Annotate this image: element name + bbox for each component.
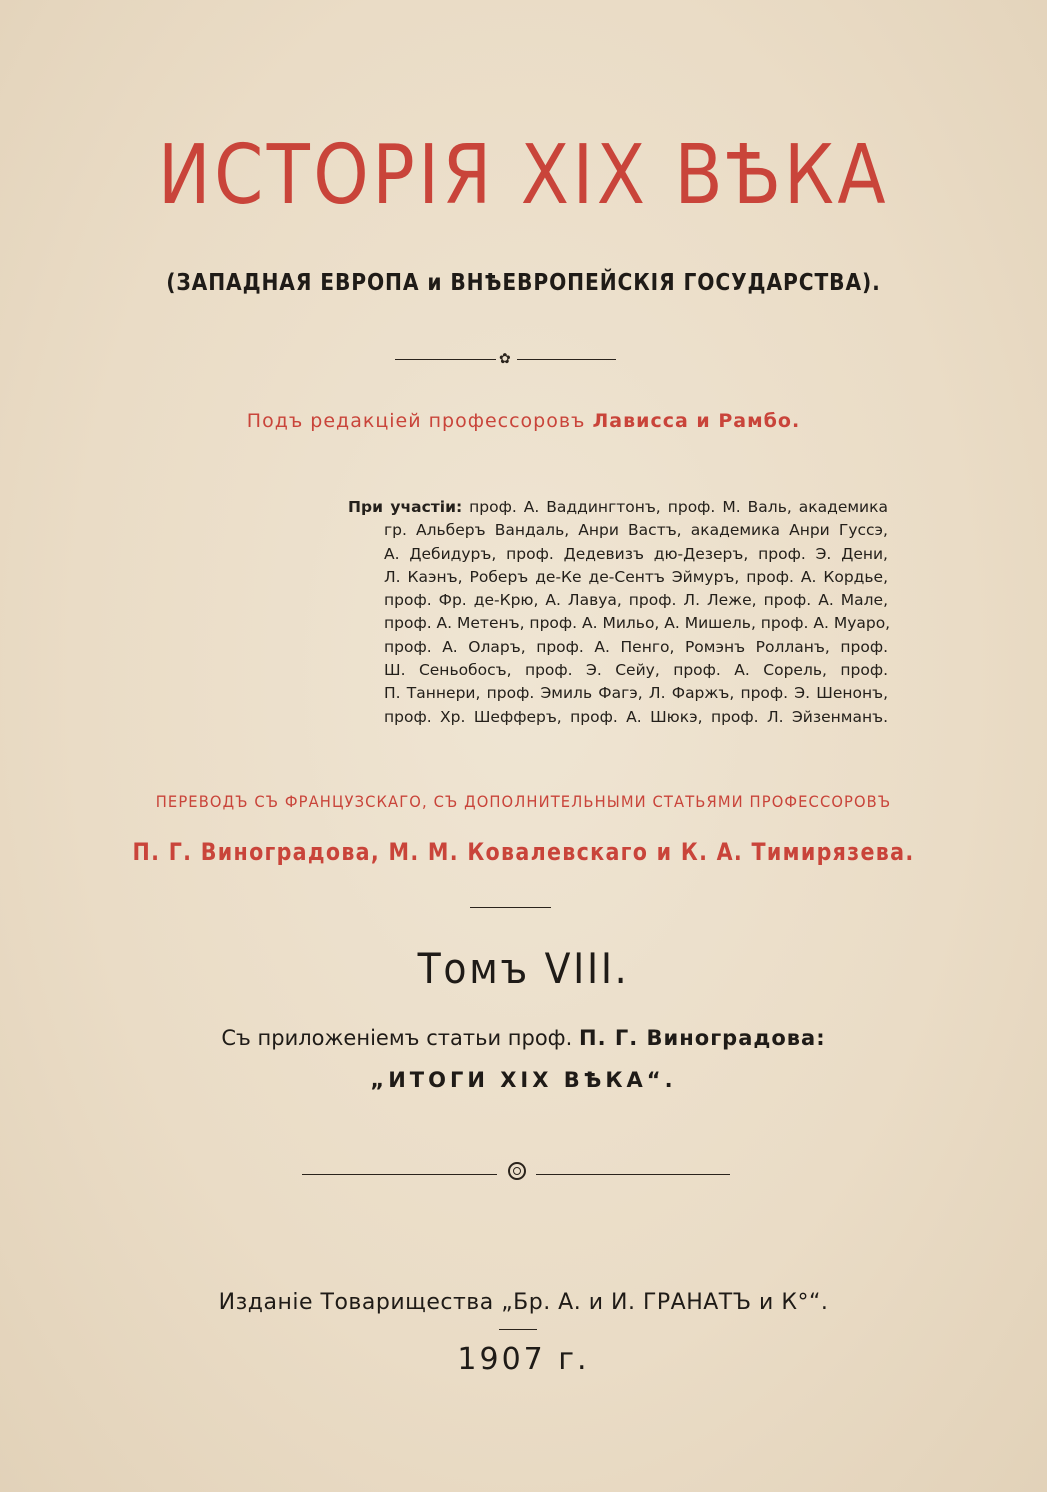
translation-line: ПЕРЕВОДЪ СЪ ФРАНЦУЗСКАГО, СЪ ДОПОЛНИТЕЛЬНЫМИ СТАТЬЯМИ ПРОФЕССОРОВЪ (155, 792, 892, 811)
appendix-title: „ИТОГИ XIX ВѢКА“. (370, 1068, 677, 1092)
translators-line: П. Г. Виноградова, М. М. Ковалевскаго и К. А. Тимирязева. (132, 838, 915, 866)
contributors-text: проф. А. Ваддингтонъ, проф. М. Валь, академика (469, 498, 888, 516)
ornament-rule-left (395, 359, 496, 360)
main-title: ИСТОРІЯ XIX ВѢКА (157, 128, 890, 223)
contributors-block (348, 496, 891, 729)
divider-rule-small (499, 1329, 537, 1330)
contributors-label: При участіи: (348, 498, 463, 516)
contributors-line: проф. А. Оларъ, проф. А. Пенго, Ромэнъ Ролланъ, проф. (384, 637, 888, 656)
subtitle: (ЗАПАДНАЯ ЕВРОПА и ВНѢЕВРОПЕЙСКІЯ ГОСУДАРСТВА). (166, 270, 881, 296)
editors-names: Лависса и Рамбо. (592, 410, 801, 432)
contributors-line: П. Таннери, проф. Эмиль Фагэ, Л. Фаржъ, проф. Э. Шенонъ, (384, 684, 888, 703)
ornament-rule-left (302, 1174, 497, 1175)
contributors-line (348, 496, 888, 519)
contributors-line: Л. Каэнъ, Роберъ де-Ке де-Сентъ Эймуръ, проф. А. Кордье, (384, 567, 888, 586)
volume-number: Томъ VIII. (417, 944, 630, 993)
divider-rule (470, 907, 551, 908)
appendix-line (0, 1026, 1047, 1050)
contributors-line: гр. Альберъ Вандаль, Анри Вастъ, академика Анри Гуссэ, (384, 521, 888, 540)
appendix-author: П. Г. Виноградова: (579, 1026, 826, 1050)
contributors-line: проф. Фр. де-Крю, А. Лавуа, проф. Л. Леже, проф. А. Мале, (384, 591, 888, 610)
appendix-prefix: Съ приложеніемъ статьи проф. (221, 1026, 573, 1050)
contributors-line: проф. А. Метенъ, проф. А. Мильо, А. Мишель, проф. А. Муаро, (384, 614, 891, 633)
ornament-rule-right (517, 359, 616, 360)
contributors-line: А. Дебидуръ, проф. Дедевизъ дю-Дезеръ, проф. Э. Дени, (384, 544, 888, 563)
contributors-line: Ш. Сеньобосъ, проф. Э. Сейу, проф. А. Сорель, проф. (384, 661, 888, 680)
editors-line (0, 410, 1047, 432)
editors-prefix: Подъ редакціей профессоровъ (246, 410, 586, 432)
ornament-rule-right (536, 1174, 730, 1175)
flower-ornament-icon: ✿ (499, 351, 511, 367)
double-circle-ornament-icon (508, 1162, 526, 1180)
publication-year: 1907 г. (457, 1342, 590, 1377)
publisher-line: Изданіе Товарищества „Бр. А. и И. ГРАНАТЪ и К°“. (218, 1290, 829, 1315)
contributors-line: проф. Хр. Шефферъ, проф. А. Шюкэ, проф. Л. Эйзенманъ. (384, 707, 888, 726)
